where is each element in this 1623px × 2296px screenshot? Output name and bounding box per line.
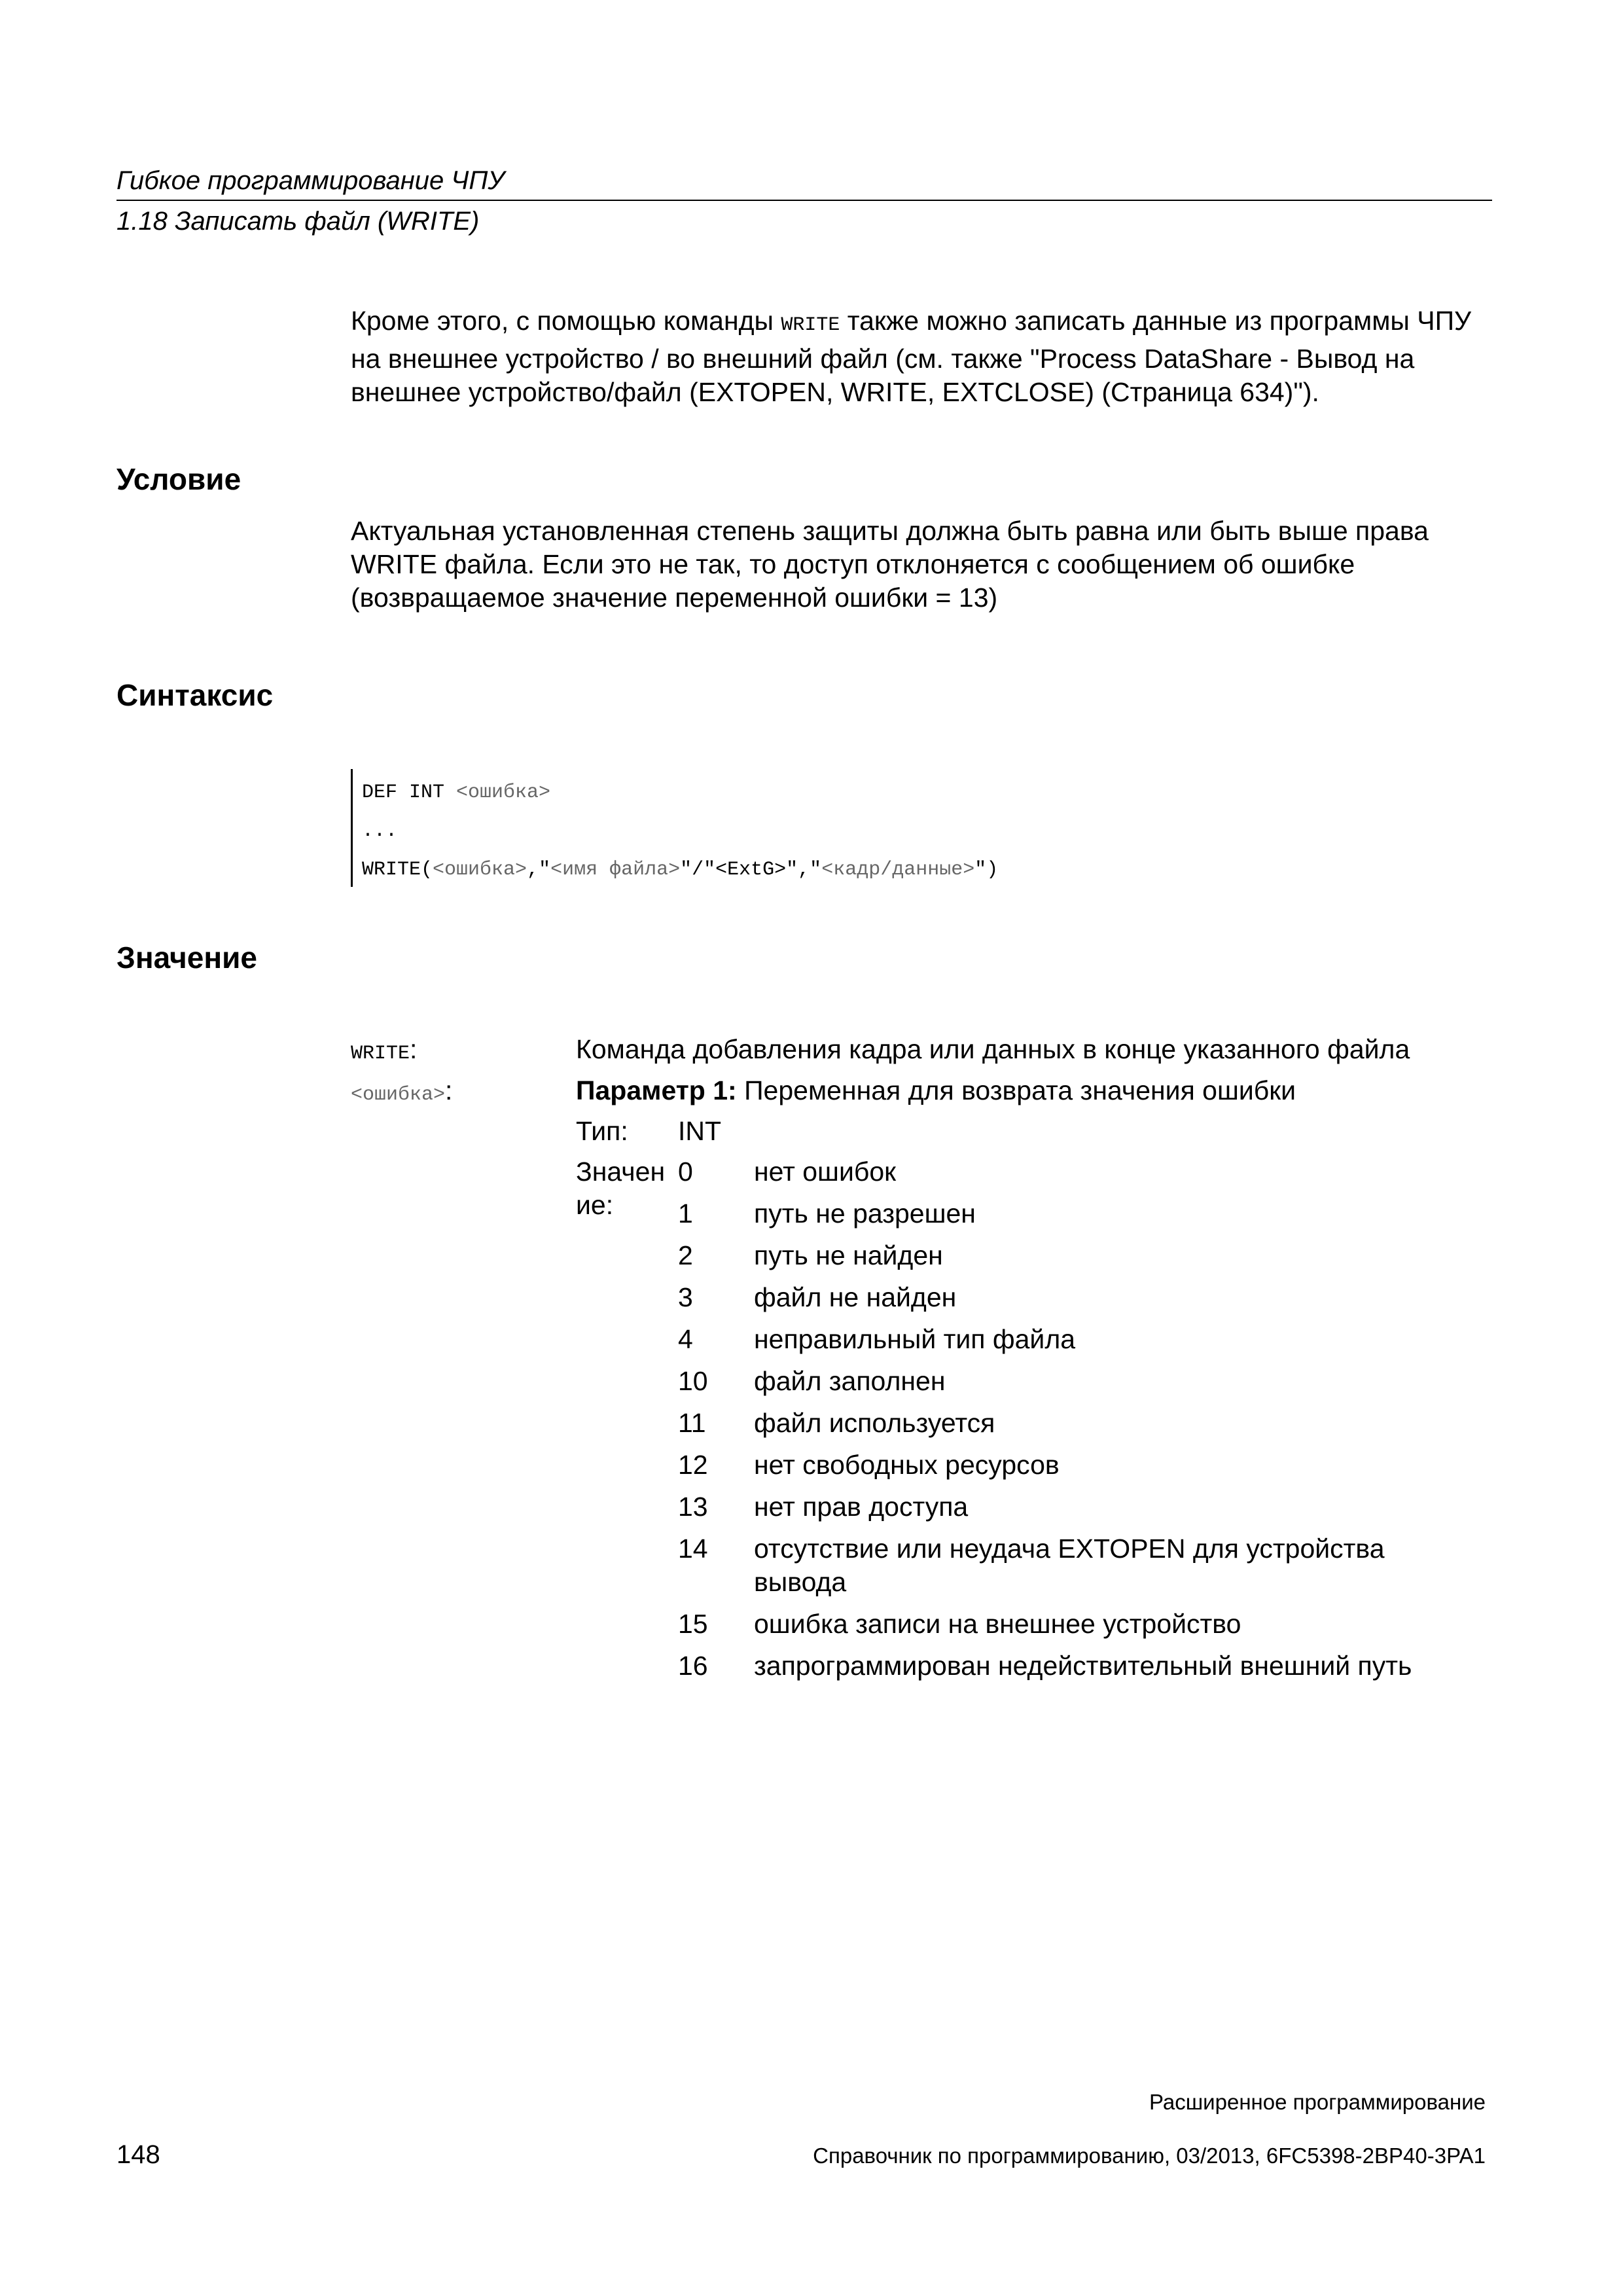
error-row <box>678 1281 1516 1314</box>
error-row <box>678 1239 1516 1272</box>
error-code: 13 <box>678 1492 708 1522</box>
error-text: нет свободных ресурсов <box>754 1450 1060 1480</box>
error-text: нет ошибок <box>754 1157 897 1187</box>
intro-paragraph <box>351 304 1503 409</box>
error-code: 15 <box>678 1609 708 1639</box>
type-value: INT <box>678 1116 722 1146</box>
error-values-table <box>678 1155 1516 1691</box>
param-text: Переменная для возврата значения ошибки <box>736 1075 1296 1105</box>
code-line-write-call <box>362 857 998 883</box>
meaning-heading: Значение <box>116 941 257 975</box>
error-row <box>678 1490 1516 1524</box>
condition-heading: Условие <box>116 462 241 496</box>
syntax-heading: Синтаксис <box>116 678 274 712</box>
code-placeholder: <ошибка> <box>456 781 551 804</box>
error-row <box>678 1197 1516 1230</box>
term-write <box>351 1031 417 1072</box>
term-colon: : <box>445 1075 453 1105</box>
error-row <box>678 1448 1516 1482</box>
code-punct: "/" <box>680 859 716 881</box>
intro-command: WRITE <box>781 314 840 336</box>
syntax-code-block <box>351 769 1138 887</box>
error-row <box>678 1649 1516 1683</box>
error-text: отсутствие или неудача EXTOPEN для устройства вывода <box>754 1534 1385 1597</box>
running-header-chapter: Гибкое программирование ЧПУ <box>116 166 505 195</box>
error-text: файл используется <box>754 1408 995 1438</box>
error-code: 0 <box>678 1157 693 1187</box>
code-placeholder: <ExtG> <box>715 859 787 881</box>
code-keyword: DEF INT <box>362 781 457 804</box>
error-text: файл заполнен <box>754 1366 946 1396</box>
term-write-name: WRITE <box>351 1043 410 1065</box>
error-row <box>678 1607 1516 1641</box>
code-placeholder: <ошибка> <box>433 859 527 881</box>
error-code: 4 <box>678 1324 693 1354</box>
error-code: 3 <box>678 1282 693 1312</box>
error-code: 1 <box>678 1198 693 1229</box>
error-text: ошибка записи на внешнее устройство <box>754 1609 1241 1639</box>
write-description: Команда добавления кадра или данных в конце указанного файла <box>576 1034 1410 1064</box>
error-text: путь не разрешен <box>754 1198 976 1229</box>
intro-text-end: также можно записать данные из программы ЧПУ на внешнее устройство / во внешний файл (см. также "Process DataShare - Вывод на внешнее устройство/файл (EXTOPEN, WRITE, EXTCLOSE) (Страница 634)"). <box>351 306 1472 407</box>
values-label <box>576 1155 665 1222</box>
code-punct: ") <box>974 859 999 881</box>
error-code: 14 <box>678 1534 708 1564</box>
error-code: 2 <box>678 1240 693 1270</box>
error-text: нет прав доступа <box>754 1492 969 1522</box>
condition-paragraph: Актуальная установленная степень защиты должна быть равна или быть выше права WRITE файла. Если это не так, то доступ отклоняется с сообщением об ошибке (возвращаемое значение переменной ошибки = 13) <box>351 516 1429 613</box>
term-error <box>351 1072 452 1113</box>
error-text: неправильный тип файла <box>754 1324 1076 1354</box>
code-placeholder: <имя файла> <box>550 859 681 881</box>
term-colon: : <box>410 1034 418 1064</box>
error-text: путь не найден <box>754 1240 943 1270</box>
error-row <box>678 1323 1516 1356</box>
error-code: 12 <box>678 1450 708 1480</box>
param-description <box>576 1072 1505 1109</box>
running-header-section: 1.18 Записать файл (WRITE) <box>116 207 480 236</box>
error-text: файл не найден <box>754 1282 957 1312</box>
error-row <box>678 1155 1516 1189</box>
term-error-name: <ошибка> <box>351 1084 446 1106</box>
error-code: 16 <box>678 1651 708 1681</box>
error-row <box>678 1365 1516 1398</box>
error-row <box>678 1407 1516 1440</box>
header-divider <box>116 200 1492 201</box>
error-row <box>678 1532 1516 1599</box>
intro-text-start: Кроме этого, с помощью команды <box>351 306 781 336</box>
error-code: 10 <box>678 1366 708 1396</box>
code-punct: "," <box>786 859 822 881</box>
param-label: Параметр 1: <box>576 1075 737 1105</box>
type-label: Тип: <box>576 1116 628 1146</box>
code-line-declaration <box>362 780 550 806</box>
footer-manual-title: Расширенное программирование <box>1149 2090 1486 2114</box>
footer-reference: Справочник по программированию, 03/2013, 6FC5398-2BP40-3PA1 <box>813 2144 1486 2168</box>
code-placeholder: <кадр/данные> <box>821 859 975 881</box>
error-code: 11 <box>678 1408 706 1438</box>
error-text: запрограммирован недействительный внешний путь <box>754 1651 1412 1681</box>
code-punct: ," <box>527 859 551 881</box>
values-label-line1: Значен <box>576 1157 666 1187</box>
code-line-ellipsis: ... <box>362 820 398 842</box>
page-number: 148 <box>116 2140 160 2169</box>
values-label-line2: ие: <box>576 1190 614 1220</box>
code-keyword: WRITE( <box>362 859 433 881</box>
